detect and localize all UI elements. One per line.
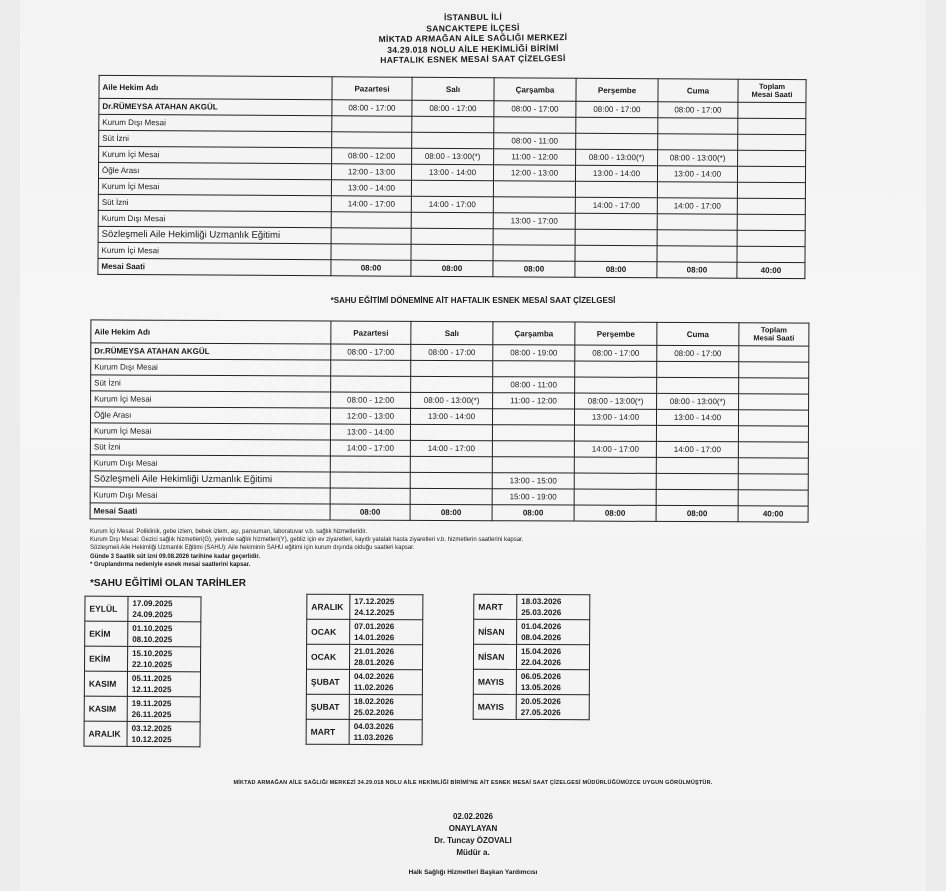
time-cell: 08:00 - 17:00 <box>576 101 658 118</box>
time-cell: 14:00 - 17:00 <box>410 440 492 456</box>
training-date: 25.03.2026 <box>521 607 562 618</box>
footnote-line: Sözleşmeli Aile Hekimliği Uzmanlık Eğitimi (SAHU): Aile hekiminin SAHU eğitimi için kurum dışında olduğu saatleri kapsar. <box>90 545 415 552</box>
dates-cell <box>350 644 423 669</box>
total-cell <box>738 150 806 166</box>
time-cell <box>411 228 493 245</box>
row-label: Süt İzni <box>98 194 331 211</box>
date-row <box>307 644 423 670</box>
physician-name-header: Aile Hekim Adı <box>99 75 332 99</box>
total-cell <box>738 474 808 490</box>
total-cell <box>737 182 805 198</box>
time-cell <box>575 229 657 246</box>
time-cell <box>574 425 656 441</box>
date-row <box>306 669 422 695</box>
signer-title: Halk Sağlığı Hizmetleri Başkan Yardımcısı <box>408 869 538 876</box>
dates-cell <box>128 646 201 672</box>
row-label: Süt İzni <box>91 375 331 392</box>
date-row <box>85 646 201 672</box>
time-cell <box>411 376 493 392</box>
time-cell <box>412 116 494 133</box>
month-cell: MART <box>306 719 349 744</box>
approval-status: ONAYLAYAN <box>448 824 498 833</box>
training-date: 08.10.2025 <box>132 634 173 645</box>
sahu-dates-title: *SAHU EĞİTİMİ OLAN TARİHLER <box>90 578 246 589</box>
time-cell <box>657 246 737 262</box>
time-cell: 12:00 - 13:00 <box>330 408 410 424</box>
sahu-schedule-table <box>90 319 810 522</box>
row-label: Süt İzni <box>99 130 332 147</box>
time-cell <box>493 361 575 377</box>
time-cell: 13:00 - 17:00 <box>493 213 575 230</box>
total-cell <box>739 362 809 378</box>
footnote-line: * Gruplandırma nedeniyle esnek mesai saatlerini kapsar. <box>90 561 251 568</box>
daily-hours-cell: 08:00 <box>330 504 410 520</box>
training-date: 08.04.2026 <box>521 632 562 643</box>
time-cell <box>656 489 738 505</box>
time-cell: 08:00 - 11:00 <box>493 377 575 393</box>
time-cell: 08:00 - 17:00 <box>331 344 411 360</box>
month-cell: OCAK <box>307 619 350 644</box>
total-row <box>90 503 808 522</box>
time-cell <box>410 472 492 488</box>
time-cell <box>493 181 575 198</box>
daily-hours-cell: 08:00 <box>331 260 411 276</box>
date-row <box>85 621 201 647</box>
time-cell: 14:00 - 17:00 <box>657 198 737 214</box>
month-cell: EKİM <box>85 621 128 646</box>
time-cell: 08:00 - 13:00(*) <box>575 393 657 409</box>
month-cell: ŞUBAT <box>306 669 349 694</box>
document-header <box>20 7 926 69</box>
time-cell <box>575 361 657 377</box>
daily-hours-cell: 08:00 <box>492 505 574 521</box>
date-row <box>307 619 423 645</box>
month-cell: ARALIK <box>307 594 350 619</box>
date-row <box>473 644 589 670</box>
time-cell: 13:00 - 14:00 <box>330 424 410 440</box>
day-header: Pazartesi <box>331 321 411 344</box>
row-label: Süt İzni <box>90 439 330 456</box>
time-cell <box>658 118 738 134</box>
total-header-line: Toplam <box>758 81 786 92</box>
training-date: 22.10.2025 <box>132 659 173 670</box>
header-line: HAFTALIK ESNEK MESAİ SAAT ÇİZELGESİ <box>380 53 566 65</box>
time-cell: 08:00 - 19:00 <box>493 345 575 361</box>
header-line: İSTANBUL İLİ <box>443 11 503 23</box>
header-line: SANCAKTEPE İLÇESİ <box>426 22 520 33</box>
dates-cell <box>128 596 201 622</box>
total-hours-header <box>739 323 809 346</box>
training-date: 27.05.2026 <box>520 707 561 718</box>
day-header: Cuma <box>657 322 739 345</box>
total-cell <box>738 102 806 118</box>
time-cell <box>493 197 575 214</box>
total-cell <box>738 426 808 442</box>
date-row <box>306 694 422 720</box>
time-cell: 11:00 - 12:00 <box>494 149 576 166</box>
row-label: Mesai Saati <box>90 503 330 520</box>
time-cell <box>656 425 738 441</box>
signer-name: Dr. Tuncay ÖZOVALI <box>434 836 512 845</box>
month-cell: EKİM <box>85 646 128 671</box>
date-row <box>306 719 422 745</box>
time-cell <box>575 245 657 262</box>
row-label: Kurum Dışı Mesai <box>98 210 331 227</box>
time-cell <box>574 473 656 489</box>
training-date: 01.10.2025 <box>132 623 173 634</box>
total-cell <box>737 246 805 262</box>
row-label: Dr.RÜMEYSA ATAHAN AKGÜL <box>99 98 332 115</box>
total-header-line: Toplam <box>760 325 787 335</box>
training-date: 15.10.2025 <box>132 648 173 659</box>
time-cell <box>494 117 576 134</box>
row-label: Kurum Dışı Mesai <box>90 455 330 472</box>
footnote-line: Kurum İçi Mesai: Poliklinik, gebe izlem, bebek izlem, aşı, pansuman, laboratuvar v.b. sağlık hizmetleridir. <box>90 529 368 535</box>
training-date: 01.04.2026 <box>521 621 562 632</box>
time-cell: 08:00 - 17:00 <box>411 344 493 360</box>
date-row <box>85 596 201 622</box>
month-cell: ŞUBAT <box>306 694 349 719</box>
month-cell: MAYIS <box>473 669 516 694</box>
total-cell <box>738 134 806 150</box>
time-cell <box>574 489 656 505</box>
time-cell: 08:00 - 17:00 <box>494 101 576 118</box>
day-header: Salı <box>411 321 493 344</box>
time-cell: 14:00 - 17:00 <box>411 196 493 213</box>
time-cell: 08:00 - 12:00 <box>331 392 411 408</box>
dates-cell <box>350 594 423 619</box>
time-cell <box>657 361 739 377</box>
time-cell <box>574 457 656 473</box>
time-cell <box>657 214 737 230</box>
total-cell <box>739 394 809 410</box>
training-date: 10.12.2025 <box>131 734 172 745</box>
time-cell: 14:00 - 17:00 <box>330 440 410 456</box>
time-cell <box>657 377 739 393</box>
training-date: 24.12.2025 <box>354 607 395 618</box>
training-date: 13.05.2026 <box>520 682 561 693</box>
training-date: 11.02.2026 <box>353 682 394 693</box>
weekly-total-cell: 40:00 <box>738 506 808 522</box>
time-cell <box>492 425 574 441</box>
time-cell: 08:00 - 12:00 <box>332 148 412 164</box>
time-cell: 14:00 - 17:00 <box>656 441 738 457</box>
training-date: 18.03.2026 <box>521 596 562 607</box>
training-date: 04.03.2026 <box>353 721 394 732</box>
time-cell <box>410 456 492 472</box>
date-row <box>474 619 590 645</box>
time-cell: 08:00 - 13:00(*) <box>412 148 494 165</box>
month-cell: NİSAN <box>474 619 517 644</box>
time-cell: 08:00 - 13:00(*) <box>657 393 739 409</box>
time-cell <box>492 441 574 457</box>
row-label: Kurum İçi Mesai <box>98 242 331 259</box>
signer-role: Müdür a. <box>456 848 490 857</box>
row-label: Sözleşmeli Aile Hekimliği Uzmanlık Eğitimi <box>98 226 331 243</box>
daily-hours-cell: 08:00 <box>493 261 575 278</box>
time-cell <box>332 116 412 132</box>
time-cell <box>575 181 657 198</box>
time-cell <box>576 117 658 134</box>
time-cell: 08:00 - 17:00 <box>575 345 657 361</box>
time-cell <box>412 132 494 149</box>
footnote-line: Günde 3 Saatlik süt izni 09.08.2026 tarihine kadar geçerlidir. <box>90 553 261 560</box>
dates-cell <box>349 719 422 744</box>
date-row <box>84 671 200 697</box>
time-cell: 13:00 - 14:00 <box>575 165 657 182</box>
training-date: 11.03.2026 <box>353 732 394 743</box>
training-date: 21.01.2026 <box>354 646 395 657</box>
time-cell: 13:00 - 14:00 <box>657 166 737 182</box>
time-cell: 14:00 - 17:00 <box>574 441 656 457</box>
time-cell: 12:00 - 13:00 <box>331 164 411 180</box>
time-cell: 12:00 - 13:00 <box>493 165 575 182</box>
dates-cell <box>127 671 200 697</box>
training-date: 18.02.2026 <box>353 696 394 707</box>
dates-cell <box>127 721 200 747</box>
time-cell: 13:00 - 14:00 <box>574 409 656 425</box>
sahu-dates-table <box>83 596 201 748</box>
time-cell: 13:00 - 14:00 <box>331 180 411 196</box>
header-line: 34.29.018 NOLU AİLE HEKİMLİĞİ BİRİMİ <box>387 42 559 55</box>
time-cell <box>656 457 738 473</box>
row-label: Öğle Arası <box>98 162 331 179</box>
dates-cell <box>350 619 423 644</box>
daily-hours-cell: 08:00 <box>411 260 493 277</box>
day-header: Pazartesi <box>332 77 412 100</box>
time-cell <box>658 134 738 150</box>
time-cell: 08:00 - 17:00 <box>332 100 412 116</box>
total-header-line: Mesai Saati <box>753 333 795 343</box>
total-cell <box>737 198 805 214</box>
training-date: 19.11.2025 <box>131 698 172 709</box>
total-cell <box>737 230 805 246</box>
dates-cell <box>349 669 422 694</box>
footnote-line: Kurum Dışı Mesai: Gezici sağlık hizmetleri(G), yerinde sağlık hizmetleri(Y), gebliz için ev ziyaretleri, kayıtlı yatalak hasta ziyaretleri v.b. hizmetlerin saatlerini kapsar. <box>90 537 524 544</box>
day-header: Çarşamba <box>494 78 576 102</box>
training-date: 12.11.2025 <box>131 684 172 695</box>
day-header: Salı <box>412 77 494 101</box>
day-header: Cuma <box>658 79 738 102</box>
month-cell: KASIM <box>84 671 127 696</box>
approval-statement: MİKTAD ARMAĞAN AİLE SAĞLIĞI MERKEZİ 34.29.018 NOLU AİLE HEKİMLİĞİ BİRİMİ'NE AİT ESNEK MESAİ SAAT ÇİZELGESİ MÜDÜRLÜĞÜMÜZCE UYGUN GÖRÜLMÜŞTÜR. <box>233 780 713 786</box>
signature-block <box>20 811 926 879</box>
time-cell: 08:00 - 17:00 <box>658 102 738 118</box>
time-cell <box>331 376 411 392</box>
day-header: Perşembe <box>575 322 657 345</box>
total-cell <box>738 442 808 458</box>
time-cell <box>656 473 738 489</box>
month-cell: KASIM <box>84 696 127 721</box>
sahu-dates-table <box>306 594 424 746</box>
total-hours-header <box>738 79 806 102</box>
row-label: Kurum İçi Mesai <box>98 178 331 195</box>
row-label: Öğle Arası <box>90 407 330 424</box>
total-cell <box>739 378 809 394</box>
total-cell <box>737 214 805 230</box>
footnotes <box>90 528 523 569</box>
time-cell <box>331 212 411 228</box>
time-cell <box>492 457 574 473</box>
time-cell <box>575 213 657 230</box>
time-cell <box>493 245 575 262</box>
time-cell: 13:00 - 14:00 <box>410 408 492 424</box>
time-cell <box>330 456 410 472</box>
header-line: MİKTAD ARMAĞAN AİLE SAĞLIĞI MERKEZİ <box>378 32 568 44</box>
time-cell <box>330 488 410 504</box>
month-cell: MART <box>474 594 517 619</box>
time-cell <box>657 230 737 246</box>
time-cell <box>331 244 411 260</box>
time-cell: 13:00 - 15:00 <box>492 473 574 489</box>
time-cell <box>411 360 493 376</box>
approval-date: 02.02.2026 <box>452 812 494 821</box>
sahu-dates-table <box>473 594 591 721</box>
daily-hours-cell: 08:00 <box>657 262 737 278</box>
dates-cell <box>127 696 200 722</box>
time-cell <box>492 409 574 425</box>
daily-hours-cell: 08:00 <box>574 505 656 521</box>
training-date: 14.01.2026 <box>354 632 395 643</box>
total-cell <box>739 346 809 362</box>
time-cell <box>411 244 493 261</box>
time-cell: 08:00 - 17:00 <box>657 345 739 361</box>
training-date: 15.04.2026 <box>521 646 562 657</box>
row-label: Sözleşmeli Aile Hekimliği Uzmanlık Eğitimi <box>90 471 330 488</box>
time-cell: 11:00 - 12:00 <box>493 393 575 409</box>
dates-cell <box>349 694 422 719</box>
weekly-schedule-table <box>97 75 806 279</box>
training-date: 17.12.2025 <box>354 596 395 607</box>
day-header: Perşembe <box>576 78 658 102</box>
training-date: 04.02.2026 <box>353 671 395 682</box>
training-date: 22.04.2026 <box>520 657 562 668</box>
physician-name-header: Aile Hekim Adı <box>91 320 331 344</box>
total-cell <box>738 118 806 134</box>
time-cell <box>331 360 411 376</box>
time-cell: 08:00 - 13:00(*) <box>576 149 658 166</box>
time-cell <box>657 182 737 198</box>
total-cell <box>738 490 808 506</box>
date-row <box>474 594 590 620</box>
month-cell: OCAK <box>307 644 350 669</box>
training-date: 25.02.2026 <box>353 707 394 718</box>
daily-hours-cell: 08:00 <box>410 504 492 520</box>
time-cell <box>331 228 411 244</box>
time-cell <box>493 229 575 246</box>
row-label: Kurum Dışı Mesai <box>90 487 330 504</box>
month-cell: MAYIS <box>473 694 516 719</box>
month-cell: NİSAN <box>473 644 516 669</box>
time-cell <box>411 180 493 197</box>
training-date: 07.01.2026 <box>354 621 395 632</box>
date-row <box>473 669 589 695</box>
total-cell <box>737 166 805 182</box>
date-row <box>473 694 589 720</box>
training-date: 28.01.2026 <box>354 657 395 668</box>
total-row <box>98 258 805 278</box>
time-cell: 08:00 - 13:00(*) <box>411 392 493 408</box>
dates-cell <box>516 694 589 719</box>
dates-cell <box>128 621 201 647</box>
row-label: Kurum Dışı Mesai <box>99 114 332 131</box>
date-row <box>84 721 200 747</box>
time-cell: 14:00 - 17:00 <box>331 196 411 212</box>
dates-cell <box>516 644 589 669</box>
month-cell: ARALIK <box>84 721 127 746</box>
total-header-line: Mesai Saati <box>751 89 793 100</box>
row-label: Dr.RÜMEYSA ATAHAN AKGÜL <box>91 343 331 360</box>
document-page <box>20 0 926 891</box>
date-row <box>84 696 200 722</box>
day-header: Çarşamba <box>493 322 575 345</box>
training-date: 17.09.2025 <box>132 598 173 609</box>
time-cell <box>575 377 657 393</box>
dates-cell <box>516 669 589 694</box>
time-cell <box>410 488 492 504</box>
time-cell <box>332 132 412 148</box>
total-cell <box>738 458 808 474</box>
weekly-total-cell: 40:00 <box>737 262 805 278</box>
time-cell <box>576 133 658 150</box>
month-cell: EYLÜL <box>85 596 128 621</box>
training-date: 24.09.2025 <box>132 609 173 620</box>
time-cell: 14:00 - 17:00 <box>575 197 657 214</box>
daily-hours-cell: 08:00 <box>575 261 657 278</box>
row-label: Kurum Dışı Mesai <box>91 359 331 376</box>
daily-hours-cell: 08:00 <box>656 505 738 521</box>
dates-cell <box>517 619 590 644</box>
time-cell <box>410 424 492 440</box>
row-label: Kurum İçi Mesai <box>90 423 330 440</box>
time-cell: 08:00 - 13:00(*) <box>658 150 738 166</box>
dates-cell <box>517 594 590 619</box>
row-label: Mesai Saati <box>98 258 331 275</box>
time-cell: 13:00 - 14:00 <box>411 164 493 181</box>
time-cell: 15:00 - 19:00 <box>492 489 574 505</box>
total-cell <box>738 410 808 426</box>
time-cell: 08:00 - 11:00 <box>494 133 576 150</box>
time-cell: 08:00 - 17:00 <box>412 100 494 117</box>
training-date: 26.11.2025 <box>131 709 172 720</box>
sahu-schedule-title: *SAHU EĞİTİMİ DÖNEMİNE AİT HAFTALIK ESNEK MESAİ SAAT ÇİZELGESİ <box>330 296 616 305</box>
training-date: 05.11.2025 <box>131 673 172 684</box>
training-date: 06.05.2026 <box>520 671 561 682</box>
training-date: 03.12.2025 <box>131 723 172 734</box>
training-date: 20.05.2026 <box>520 696 561 707</box>
time-cell <box>330 472 410 488</box>
header-row <box>91 320 809 346</box>
date-row <box>307 594 423 620</box>
row-label: Kurum İçi Mesai <box>99 146 332 163</box>
time-cell <box>411 212 493 229</box>
row-label: Kurum İçi Mesai <box>91 391 331 408</box>
time-cell: 13:00 - 14:00 <box>656 409 738 425</box>
